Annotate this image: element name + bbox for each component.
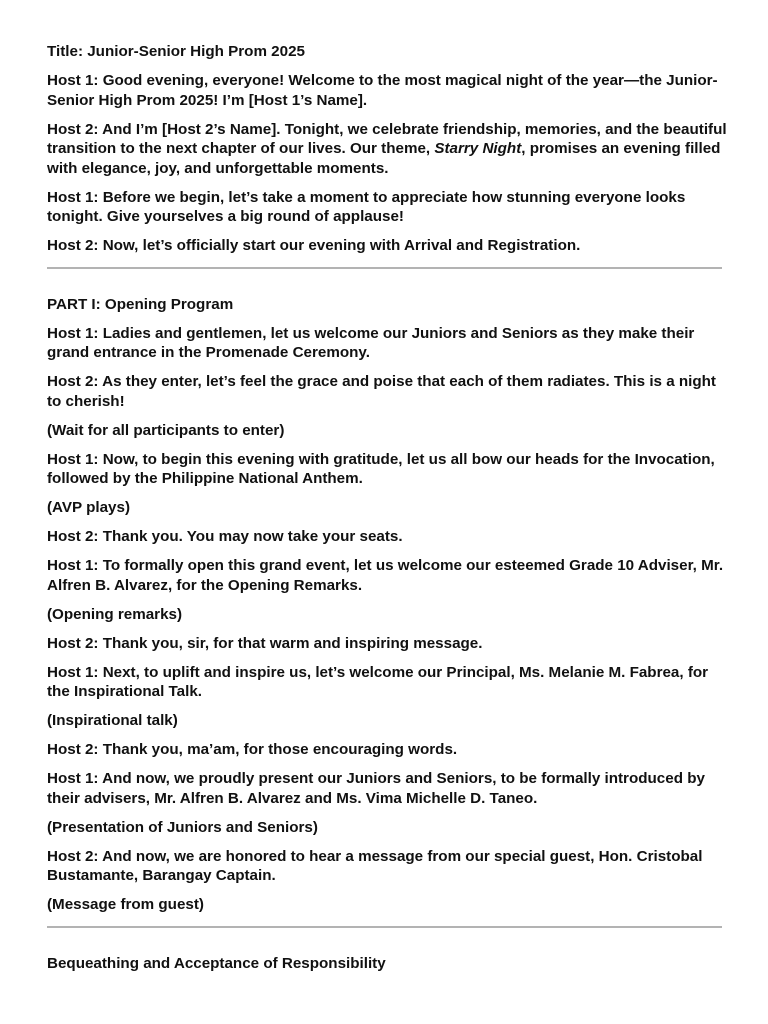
section-divider bbox=[47, 267, 722, 269]
stage-direction: (AVP plays) bbox=[47, 499, 130, 516]
intro-line-3: Host 1: Before we begin, let’s take a moment to appreciate how stunning everyone looks tonight. Give yourselves a big round of applause! bbox=[47, 188, 686, 225]
script-line: Host 2: Thank you. You may now take your seats. bbox=[47, 528, 403, 545]
stage-direction: (Wait for all participants to enter) bbox=[47, 421, 285, 439]
script-line: Host 2: And now, we are honored to hear a message from our special guest, Hon. Cristobal Bustamante, Barangay Captain. bbox=[47, 847, 703, 884]
intro-line-2-before: Host 2: And I’m [Host 2’s Name]. Tonight, we celebrate friendship, memories, and the beautiful transition to the next chapter of our lives. Our theme, bbox=[47, 120, 727, 157]
section-divider bbox=[47, 926, 722, 928]
script-line: Host 1: To formally open this grand event, let us welcome our esteemed Grade 10 Adviser, Mr. Alfren B. Alvarez, for the Opening Remarks. bbox=[47, 557, 724, 594]
stage-direction: (Message from guest) bbox=[47, 896, 204, 913]
script-line: Host 1: Now, to begin this evening with gratitude, let us all bow our heads for the Invocation, followed by the Philippine National Anthem. bbox=[47, 450, 715, 487]
script-line: Host 2: Thank you, sir, for that warm and inspiring message. bbox=[47, 634, 483, 652]
script-line: Host 1: And now, we proudly present our Juniors and Seniors, to be formally introduced by their advisers, Mr. Alfren B. Alvarez and Ms. Vima Michelle D. Taneo. bbox=[47, 770, 705, 807]
document-page bbox=[47, 42, 727, 983]
theme-name: Starry Night bbox=[434, 140, 522, 157]
script-line: Host 2: As they enter, let’s feel the grace and poise that each of them radiates. This is a night to cherish! bbox=[47, 373, 716, 410]
stage-direction: (Inspirational talk) bbox=[47, 712, 178, 729]
stage-direction: (Presentation of Juniors and Seniors) bbox=[47, 818, 318, 836]
script-line: Host 2: Thank you, ma’am, for those encouraging words. bbox=[47, 741, 458, 758]
intro-line-2 bbox=[47, 120, 727, 179]
intro-line-1: Host 1: Good evening, everyone! Welcome to the most magical night of the year—the Junior-Senior High Prom 2025! I’m [Host 1’s Name]. bbox=[47, 72, 718, 109]
intro-line-4: Host 2: Now, let’s officially start our evening with Arrival and Registration. bbox=[47, 237, 581, 254]
stage-direction: (Opening remarks) bbox=[47, 605, 183, 623]
document-title: Title: Junior-Senior High Prom 2025 bbox=[47, 43, 305, 60]
script-line: Host 1: Next, to uplift and inspire us, let’s welcome our Principal, Ms. Melanie M. Fabrea, for the Inspirational Talk. bbox=[47, 663, 709, 700]
part1-heading: PART I: Opening Program bbox=[47, 295, 234, 313]
intro-line-2-after: , promises an evening filled with elegance, joy, and unforgettable moments. bbox=[47, 140, 721, 177]
script-line: Host 1: Ladies and gentlemen, let us welcome our Juniors and Seniors as they make their grand entrance in the Promenade Ceremony. bbox=[47, 324, 695, 361]
section2-heading: Bequeathing and Acceptance of Responsibility bbox=[47, 954, 386, 972]
